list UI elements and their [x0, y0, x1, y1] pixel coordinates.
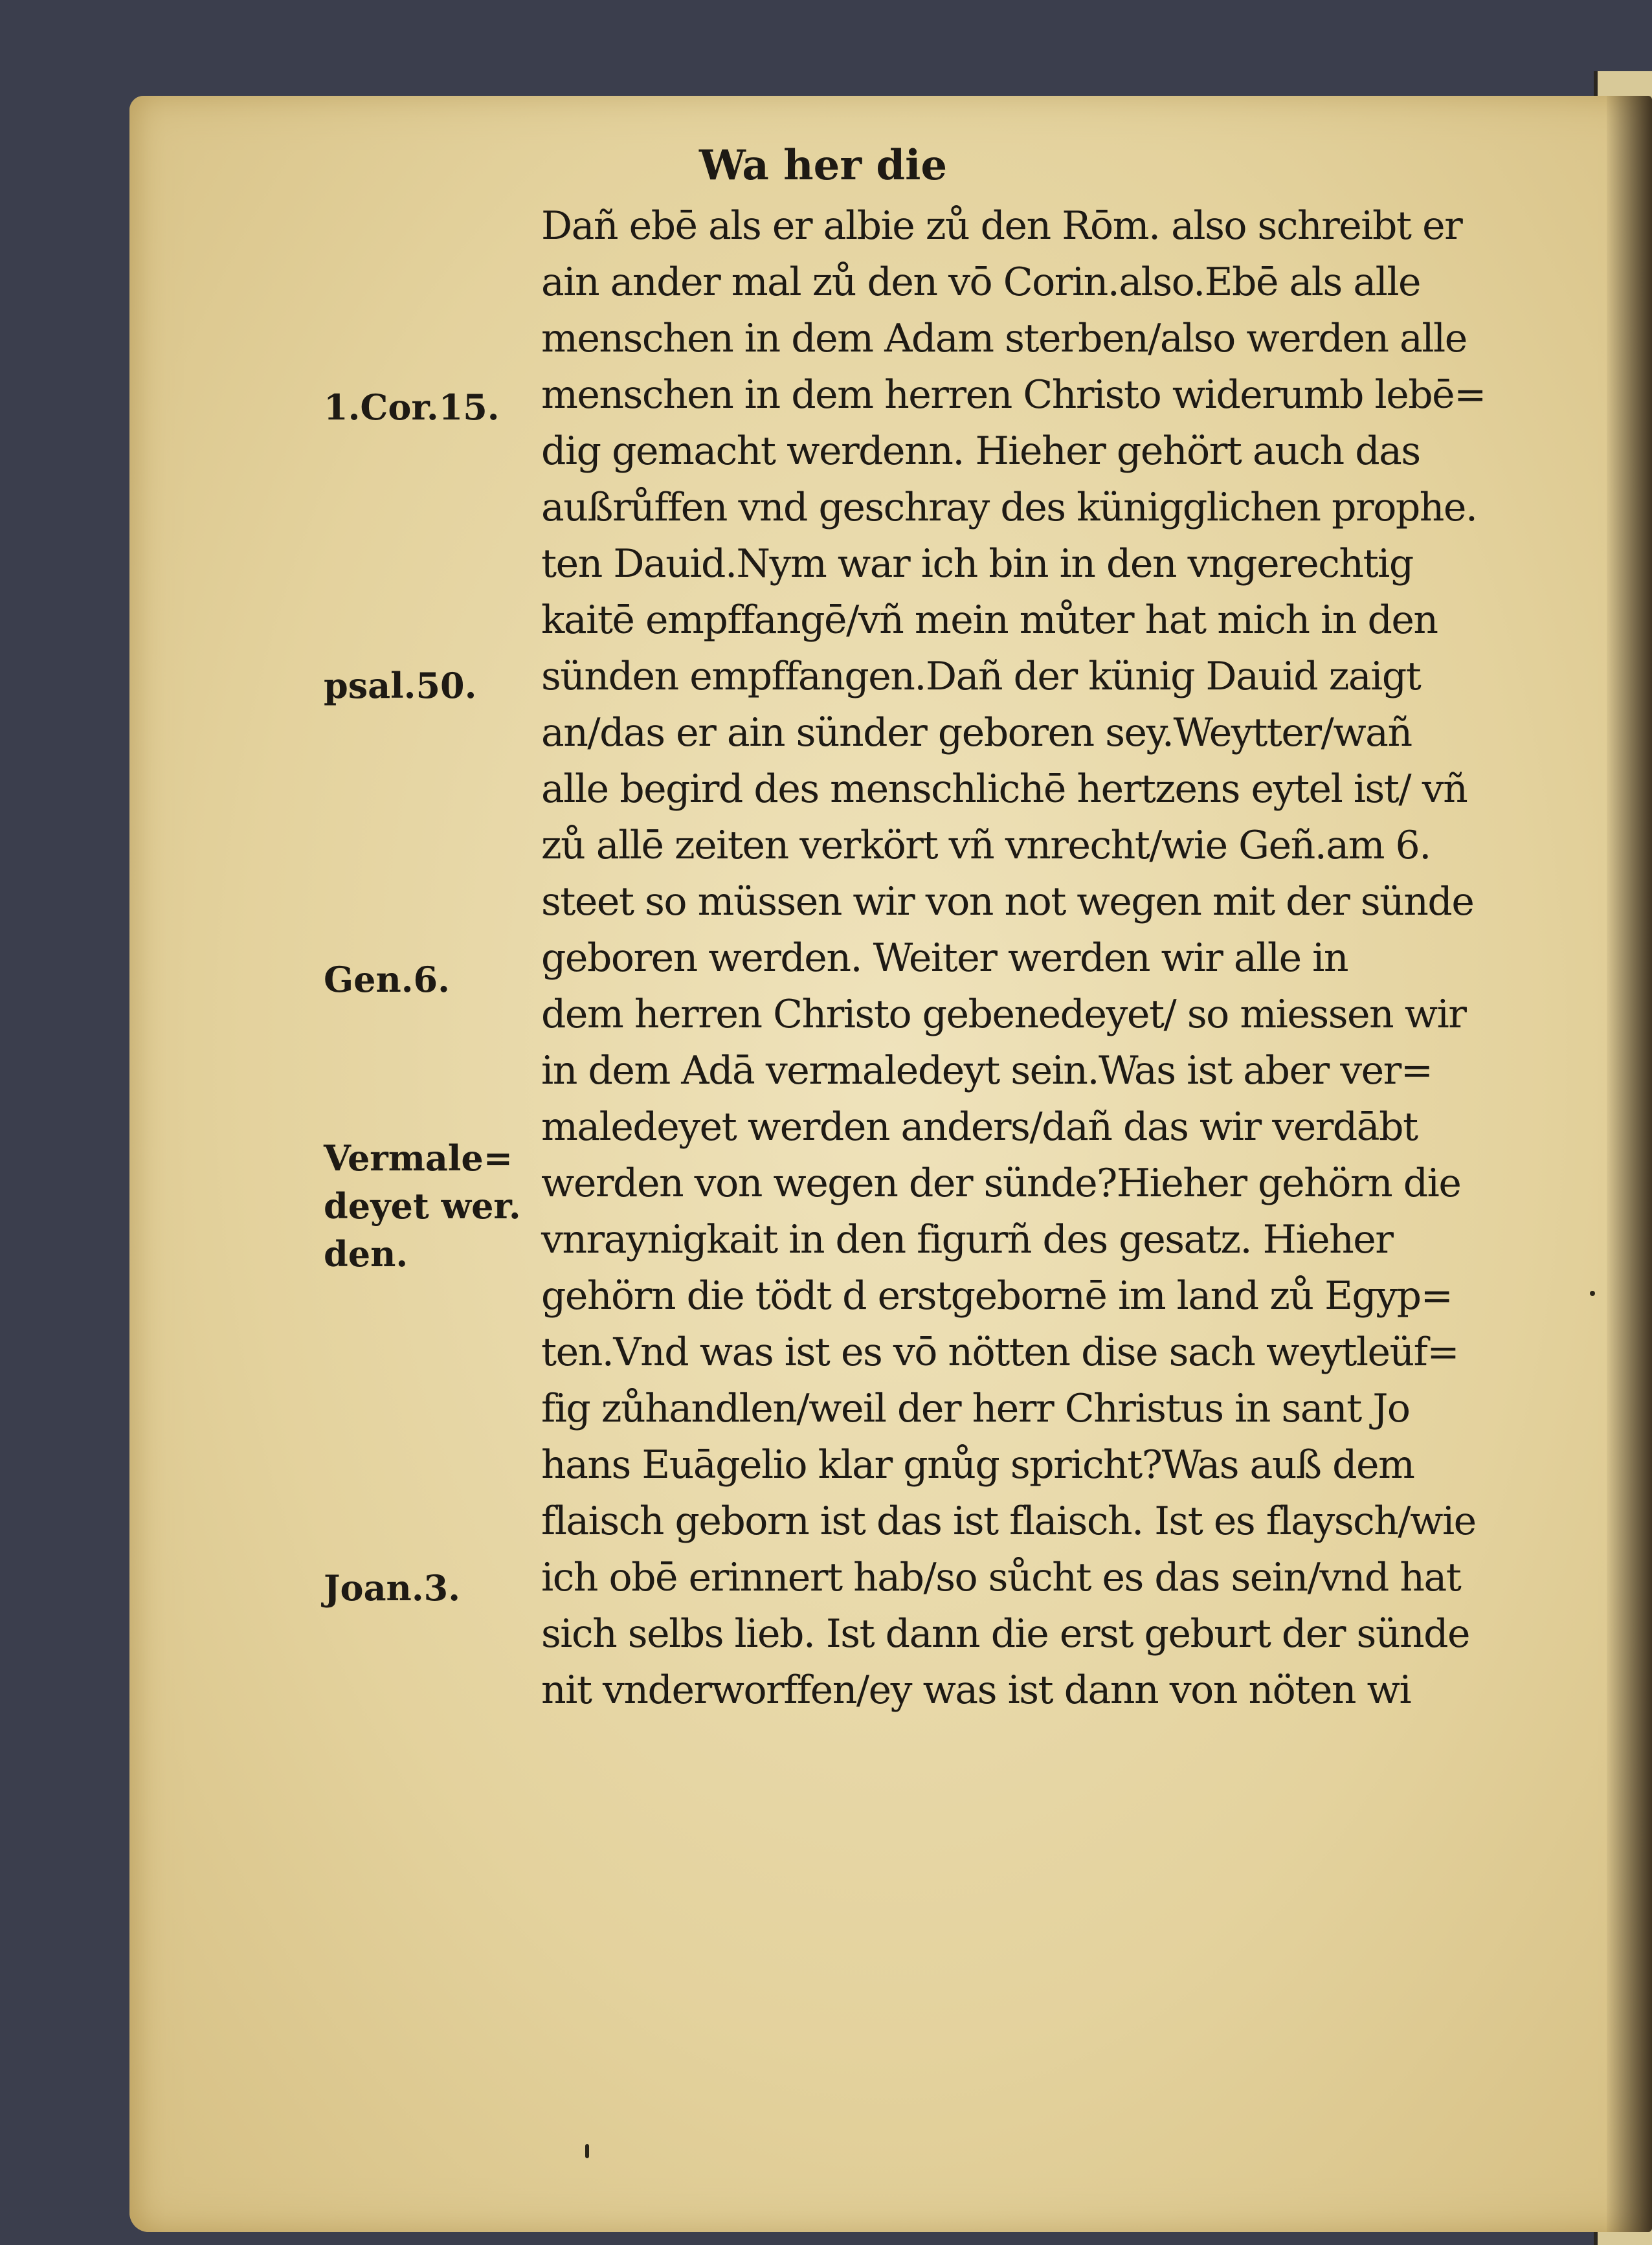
- running-head: Wa her die: [699, 141, 948, 190]
- margin-note-psal: psal.50.: [324, 665, 477, 706]
- margin-note-vermale-2: deyet wer.: [324, 1185, 521, 1227]
- text-line: dig gemacht werdenn. Hieher gehört auch das: [541, 429, 1420, 474]
- text-line: kaitē empffangē/vñ mein můter hat mich in den: [541, 598, 1438, 643]
- text-line: alle begird des menschlichē hertzens eytel ist/ vñ: [541, 766, 1468, 812]
- text-line: fig zůhandlen/weil der herr Christus in sant Jo: [541, 1386, 1410, 1431]
- text-line: sich selbs lieb. Ist dann die erst geburt der sünde: [541, 1611, 1470, 1657]
- text-line: flaisch geborn ist das ist flaisch. Ist es flaysch/wie: [541, 1499, 1476, 1544]
- text-line: vnraynigkait in den figurñ des gesatz. Hieher: [541, 1217, 1393, 1262]
- margin-note-joan: Joan.3.: [324, 1567, 460, 1609]
- text-line: außrůffen vnd geschray des künigglichen prophe.: [541, 485, 1477, 530]
- text-line: gehörn die tödt d erstgebornē im land zů Egyp=: [541, 1273, 1453, 1319]
- text-line: ten.Vnd was ist es vō nötten dise sach weytleüf=: [541, 1330, 1459, 1375]
- margin-note-cor: 1.Cor.15.: [324, 386, 500, 428]
- text-line: Dañ ebē als er albie zů den Rōm. also schreibt er: [541, 203, 1462, 249]
- main-text-block: [541, 198, 1525, 1719]
- ink-speck: [1590, 1291, 1595, 1296]
- text-line: steet so müssen wir von not wegen mit der sünde: [541, 879, 1474, 924]
- margin-note-vermale-1: Vermale=: [324, 1137, 513, 1179]
- text-line: menschen in dem Adam sterben/also werden alle: [541, 316, 1467, 361]
- text-line: ten Dauid.Nym war ich bin in den vngerechtig: [541, 541, 1413, 586]
- page-gutter-shadow: [1607, 96, 1652, 2232]
- text-line: geboren werden. Weiter werden wir alle in: [541, 935, 1348, 981]
- margin-note-vermale-3: den.: [324, 1233, 408, 1275]
- text-line: ich obē erinnert hab/so sůcht es das sein/vnd hat: [541, 1555, 1461, 1600]
- text-line: dem herren Christo gebenedeyet/ so miessen wir: [541, 992, 1466, 1037]
- text-line: maledeyet werden anders/dañ das wir verdābt: [541, 1104, 1418, 1150]
- text-line: ain ander mal zů den vō Corin.also.Ebē als alle: [541, 260, 1421, 305]
- text-line: hans Euāgelio klar gnůg spricht?Was auß dem: [541, 1442, 1414, 1488]
- text-line: sünden empffangen.Dañ der künig Dauid zaigt: [541, 654, 1421, 699]
- text-line: nit vnderworffen/ey was ist dann von nöten wi: [541, 1668, 1411, 1713]
- text-line: menschen in dem herren Christo widerumb lebē=: [541, 372, 1486, 418]
- ink-speck: [585, 2144, 589, 2158]
- text-line: an/das er ain sünder geboren sey.Weytter/wañ: [541, 710, 1412, 755]
- text-line: in dem Adā vermaledeyt sein.Was ist aber ver=: [541, 1048, 1433, 1093]
- margin-note-gen: Gen.6.: [324, 959, 450, 1000]
- text-line: werden von wegen der sünde?Hieher gehörn die: [541, 1161, 1461, 1206]
- text-line: zů allē zeiten verkört vñ vnrecht/wie Geñ.am 6.: [541, 823, 1431, 868]
